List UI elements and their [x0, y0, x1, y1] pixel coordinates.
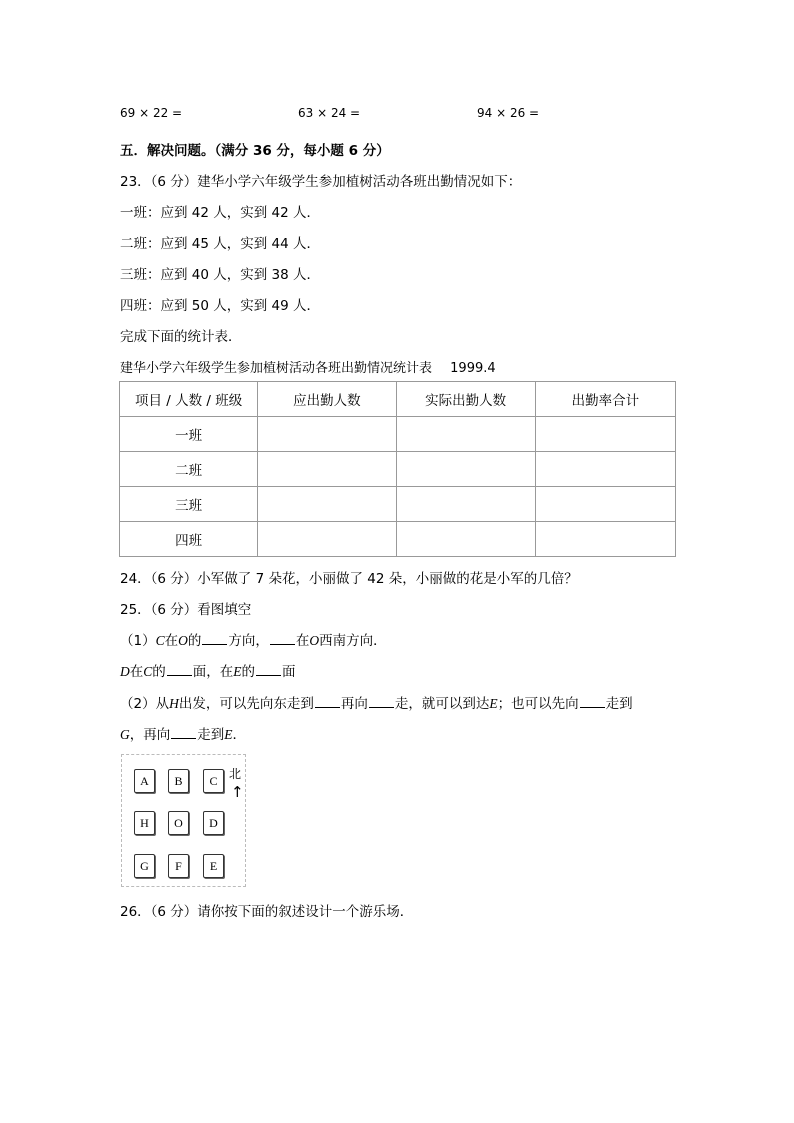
q25-part2-line1	[120, 692, 633, 712]
table-date: 1999.4	[450, 361, 496, 376]
answer-cell[interactable]	[258, 487, 396, 522]
answer-blank[interactable]	[580, 694, 605, 708]
table-row	[120, 417, 676, 452]
point-c: C	[143, 664, 153, 679]
expression-94x26: 94 × 26 =	[477, 106, 540, 120]
north-arrow-icon: ↑	[231, 783, 244, 801]
text: ；也可以先向	[497, 696, 579, 712]
text: 面，在	[192, 664, 234, 680]
row-label: 四班	[120, 522, 258, 557]
answer-cell[interactable]	[396, 452, 535, 487]
q25-part2-line2	[120, 723, 246, 743]
point-d: D	[120, 664, 130, 679]
point-e: E	[489, 696, 498, 711]
header-cell: 出勤率合计	[535, 382, 675, 417]
answer-cell[interactable]	[535, 417, 675, 452]
q23-line-2: 二班：应到 45 人，实到 44 人．	[120, 236, 321, 252]
q23-instruction: 完成下面的统计表．	[120, 329, 242, 345]
text: ．	[232, 727, 246, 743]
text: （2）从	[120, 696, 170, 712]
q26-text: 26．（6 分）请你按下面的叙述设计一个游乐场．	[120, 904, 414, 920]
table-row	[120, 522, 676, 557]
q25-part1-line2	[120, 660, 296, 680]
table-title	[120, 357, 496, 376]
text: 面	[282, 664, 296, 680]
answer-cell[interactable]	[535, 452, 675, 487]
grid-cell-o: O	[168, 811, 189, 835]
position-grid-figure	[121, 754, 246, 887]
row-label: 二班	[120, 452, 258, 487]
expression-63x24: 63 × 24 =	[298, 106, 361, 120]
point-e: E	[233, 664, 242, 679]
text: 再向	[340, 696, 368, 712]
table-row	[120, 487, 676, 522]
header-cell: 实际出勤人数	[396, 382, 535, 417]
grid-cell-b: B	[168, 769, 189, 793]
answer-cell[interactable]	[535, 487, 675, 522]
header-cell: 应出勤人数	[258, 382, 396, 417]
text: 西南方向．	[319, 633, 387, 649]
table-title-text: 建华小学六年级学生参加植树活动各班出勤情况统计表	[120, 361, 433, 376]
text: 出发，可以先向东走到	[178, 696, 314, 712]
grid-cell-c: C	[203, 769, 224, 793]
text: 走，就可以到达	[394, 696, 490, 712]
row-label: 一班	[120, 417, 258, 452]
answer-blank[interactable]	[270, 631, 295, 645]
text: 在	[129, 664, 144, 680]
text: （1）	[120, 633, 156, 649]
grid-cell-g: G	[134, 854, 155, 878]
section-5-title: 五．解决问题。（满分 36 分，每小题 6 分）	[120, 143, 390, 159]
attendance-table	[119, 381, 676, 557]
answer-cell[interactable]	[396, 417, 535, 452]
grid-cell-e: E	[203, 854, 224, 878]
q23-line-3: 三班：应到 40 人，实到 38 人．	[120, 267, 321, 283]
q25-part1-line1	[120, 629, 387, 649]
north-label: 北	[229, 767, 242, 781]
text: 的	[241, 664, 256, 680]
answer-cell[interactable]	[258, 452, 396, 487]
table-header-row	[120, 382, 676, 417]
grid-cell-f: F	[168, 854, 189, 878]
point-e: E	[224, 727, 233, 742]
text: 方向，	[228, 633, 269, 649]
point-o: O	[309, 633, 320, 648]
grid-cell-a: A	[134, 769, 155, 793]
point-o: O	[178, 633, 188, 648]
text: 走到	[197, 727, 225, 743]
row-label: 三班	[120, 487, 258, 522]
answer-blank[interactable]	[167, 662, 192, 676]
answer-blank[interactable]	[315, 694, 340, 708]
point-g: G	[120, 727, 130, 742]
answer-cell[interactable]	[258, 417, 396, 452]
text: 在	[295, 633, 310, 649]
header-cell: 项目 / 人数 / 班级	[120, 382, 258, 417]
grid-cell-d: D	[203, 811, 224, 835]
answer-blank[interactable]	[202, 631, 227, 645]
answer-blank[interactable]	[171, 725, 196, 739]
q25-intro: 25．（6 分）看图填空	[120, 602, 252, 618]
point-h: H	[169, 696, 179, 711]
answer-cell[interactable]	[258, 522, 396, 557]
answer-blank[interactable]	[369, 694, 394, 708]
grid-cell-h: H	[134, 811, 155, 835]
point-c: C	[155, 633, 165, 648]
text: 在	[164, 633, 179, 649]
answer-cell[interactable]	[535, 522, 675, 557]
text: ，再向	[129, 727, 171, 743]
text: 走到	[605, 696, 633, 712]
q23-line-1: 一班：应到 42 人，实到 42 人．	[120, 205, 321, 221]
q23-line-4: 四班：应到 50 人，实到 49 人．	[120, 298, 321, 314]
expression-69x22: 69 × 22 =	[120, 106, 183, 120]
answer-cell[interactable]	[396, 522, 535, 557]
text: 的	[187, 633, 202, 649]
q24-text: 24．（6 分）小军做了 7 朵花，小丽做了 42 朵，小丽做的花是小军的几倍？	[120, 571, 578, 587]
table-row	[120, 452, 676, 487]
q23-intro: 23．（6 分）建华小学六年级学生参加植树活动各班出勤情况如下：	[120, 174, 522, 190]
answer-blank[interactable]	[256, 662, 281, 676]
text: 的	[152, 664, 166, 680]
answer-cell[interactable]	[396, 487, 535, 522]
